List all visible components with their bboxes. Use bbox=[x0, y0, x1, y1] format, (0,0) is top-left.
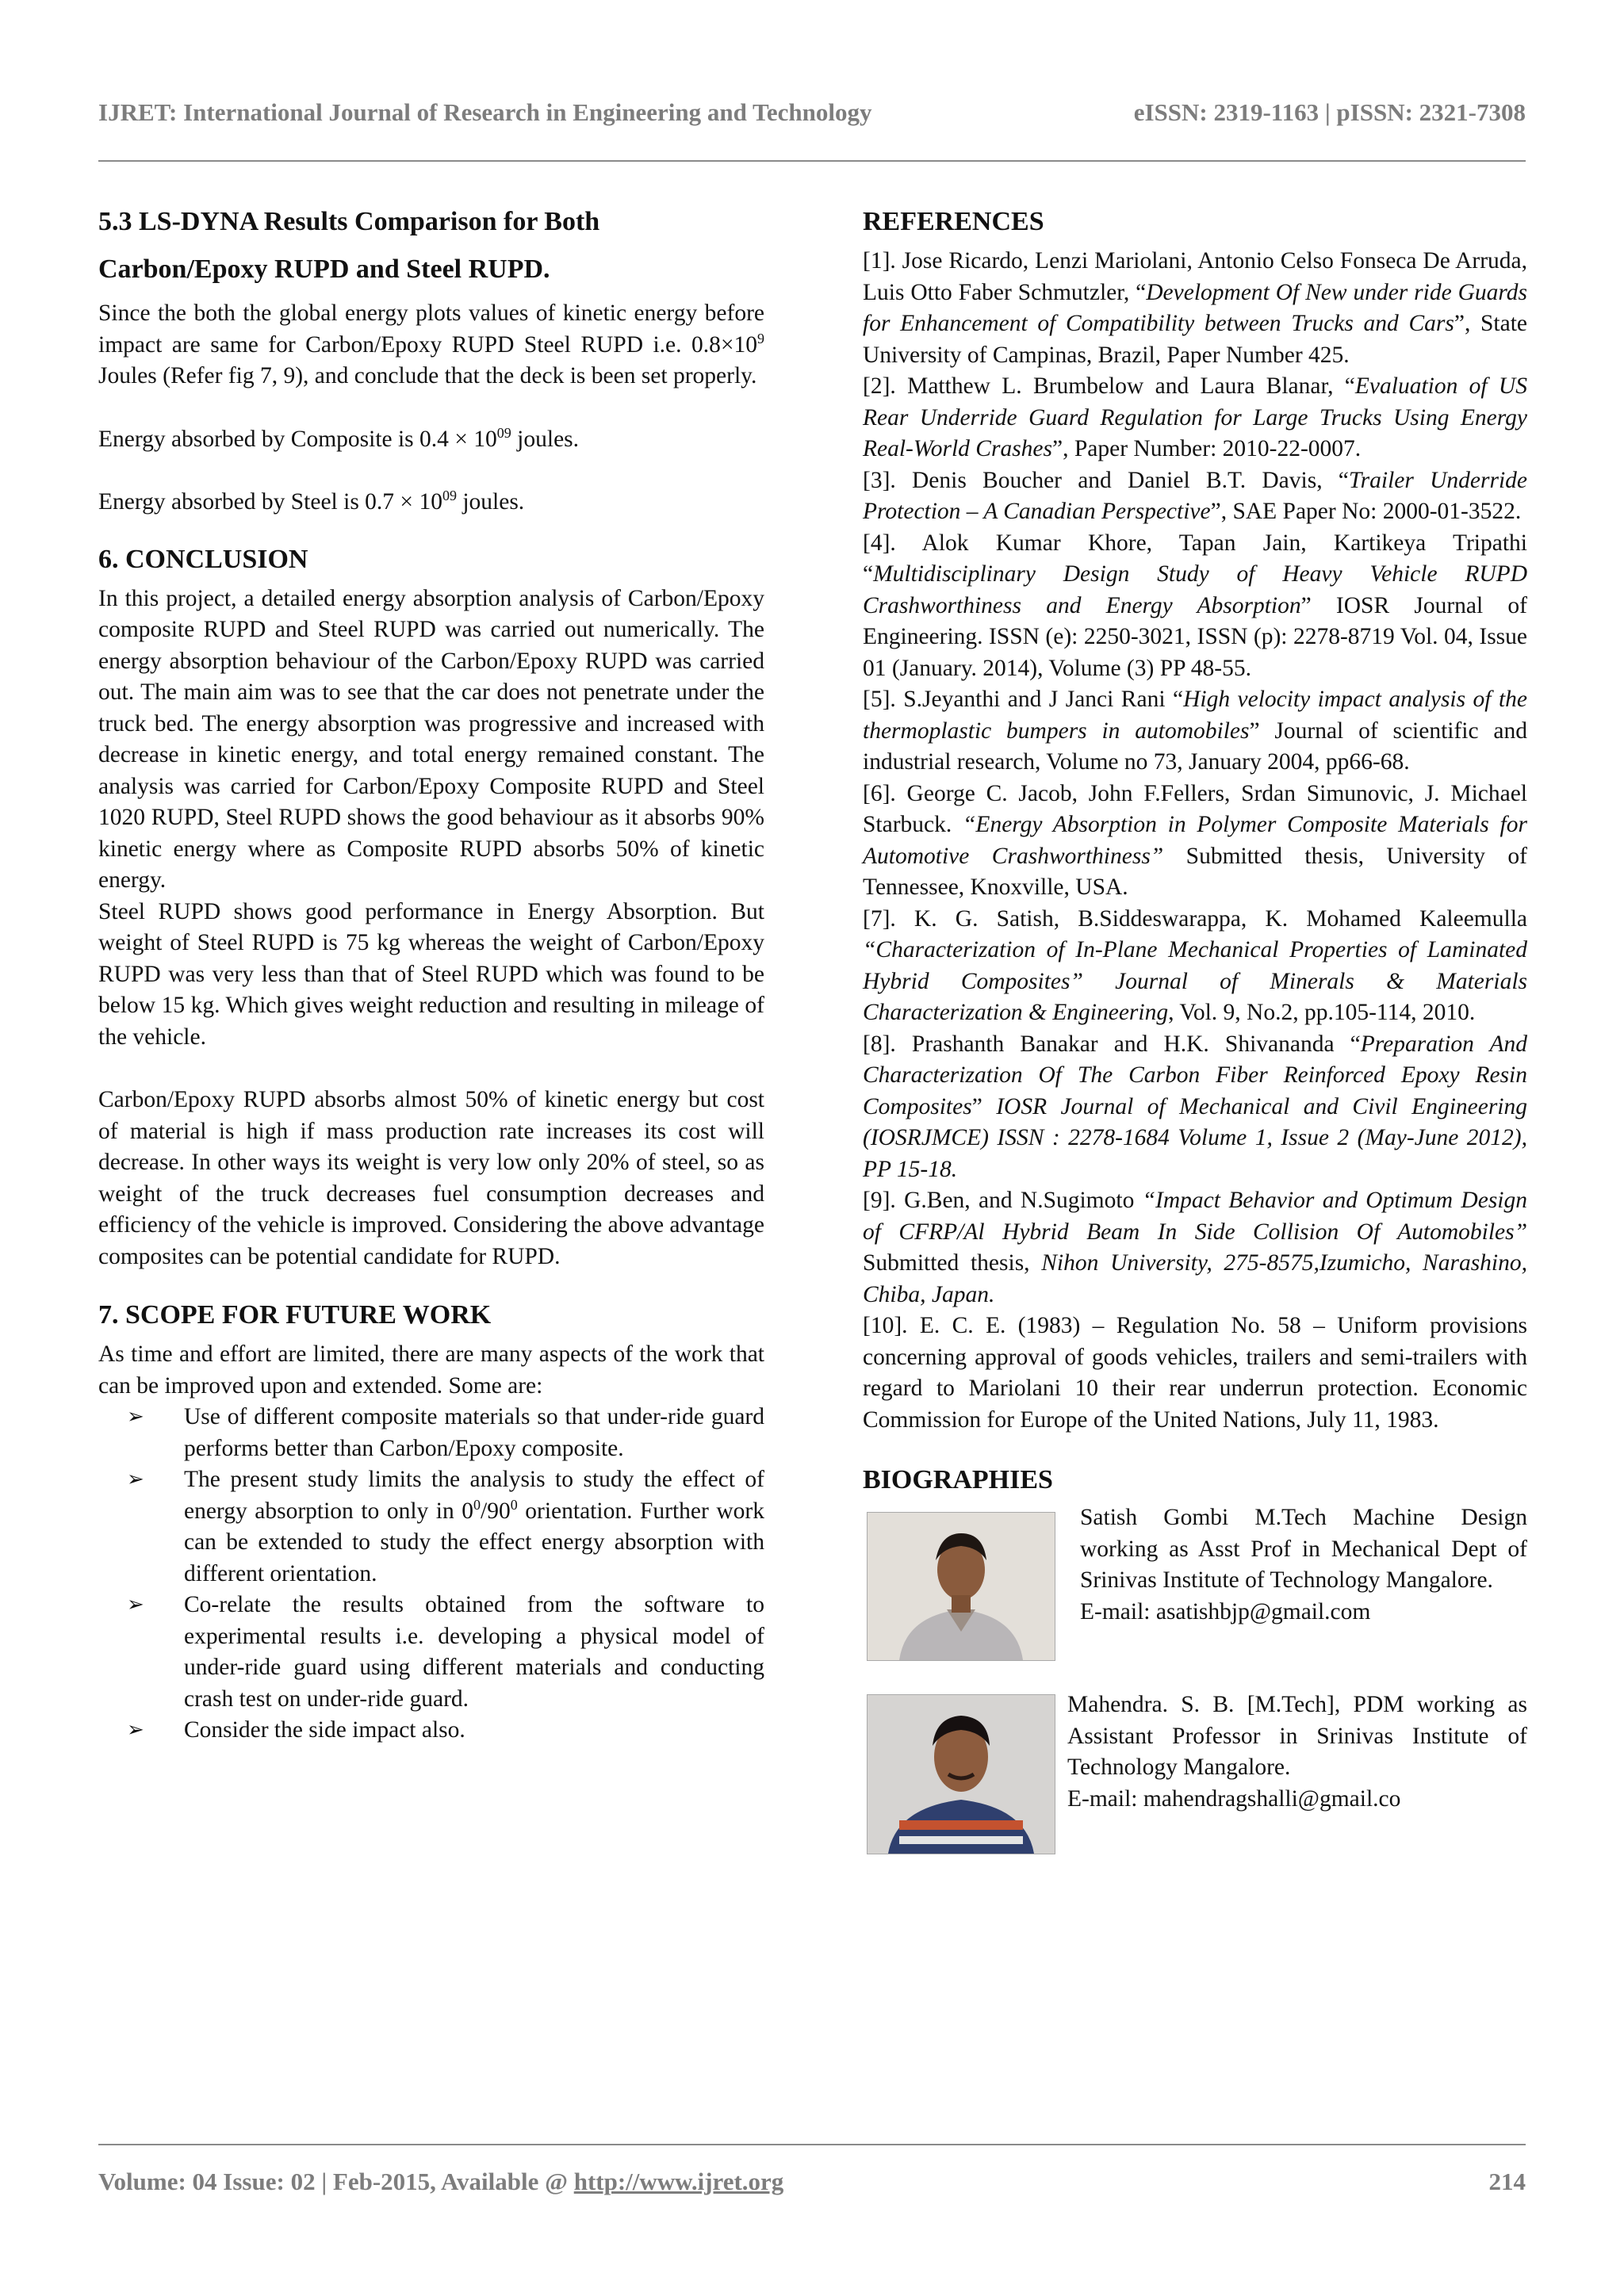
bullet-text: Consider the side impact also. bbox=[184, 1717, 465, 1743]
ref6-title: “Energy Absorption in Polymer Composite Materials for Automotive Crashworthiness” bbox=[863, 812, 1527, 869]
biography-1 bbox=[863, 1507, 1527, 1694]
list-item bbox=[98, 1715, 764, 1747]
journal-url-link[interactable]: http://www.ijret.org bbox=[573, 2168, 784, 2195]
footer-rule bbox=[98, 2144, 1526, 2145]
journal-title: IJRET: International Journal of Research in Engineering and Technology bbox=[98, 98, 872, 126]
ref6-authors: [6]. George C. Jacob, John F.Fellers, Srdan Simunovic, J. Michael Starbuck. bbox=[863, 780, 1527, 837]
ref9-affiliation: Nihon University, 275-8575,Izumicho, Narashino, Chiba, Japan. bbox=[863, 1250, 1528, 1307]
author-1-photo bbox=[867, 1512, 1055, 1661]
bullet-text-mid: /90 bbox=[481, 1498, 511, 1524]
s53-text-a: Since the both the global energy plots values of kinetic energy before impact are same for Carbon/Epoxy RUPD Steel RUPD i.e. 0.8×10 bbox=[98, 300, 764, 358]
steel-sup: 09 bbox=[442, 488, 457, 504]
author-2-photo bbox=[867, 1694, 1055, 1854]
footer-volume bbox=[98, 2168, 783, 2196]
author-photo-icon bbox=[868, 1695, 1055, 1854]
arrowhead-bullet-icon: ➢ bbox=[127, 1405, 144, 1429]
issn-info: eISSN: 2319-1163 | pISSN: 2321-7308 bbox=[1133, 98, 1526, 126]
energy-composite-line bbox=[98, 424, 764, 456]
footer-volume-text: Volume: 04 Issue: 02 | Feb-2015, Available @ bbox=[98, 2168, 574, 2195]
right-column bbox=[863, 198, 1527, 1885]
bullet-sup-1: 0 bbox=[473, 1496, 481, 1513]
s53-text-b: Joules (Refer fig 7, 9), and conclude that the deck is been set properly. bbox=[98, 363, 757, 388]
bullet-text: Use of different composite materials so that under-ride guard performs better than Carbon/Epoxy composite. bbox=[184, 1404, 764, 1461]
ref4-authors: [4]. Alok Kumar Khore, Tapan Jain, Kartikeya Tripathi “ bbox=[863, 530, 1527, 587]
biographies-title: BIOGRAPHIES bbox=[863, 1465, 1053, 1494]
steel-a: Energy absorbed by Steel is 0.7 × 10 bbox=[98, 489, 442, 515]
ref7-source: , Vol. 9, No.2, pp.105-114, 2010. bbox=[1168, 1000, 1476, 1025]
bullet-text-b: orientation. Further work can be extended to study the effect energy absorption with different orientation. bbox=[184, 1498, 764, 1586]
reference-3 bbox=[863, 465, 1527, 528]
arrowhead-bullet-icon: ➢ bbox=[127, 1718, 144, 1742]
reference-6 bbox=[863, 779, 1527, 904]
page-number: 214 bbox=[1488, 2168, 1526, 2195]
s53-sup: 9 bbox=[757, 330, 764, 346]
reference-5 bbox=[863, 684, 1527, 779]
list-item bbox=[98, 1402, 764, 1464]
left-column bbox=[98, 198, 764, 1747]
composite-b: joules. bbox=[511, 426, 580, 452]
composite-a: Energy absorbed by Composite is 0.4 × 10 bbox=[98, 426, 497, 452]
author-photo-icon bbox=[868, 1513, 1055, 1660]
reference-1 bbox=[863, 246, 1527, 371]
conclusion-para-1: In this project, a detailed energy absorption analysis of Carbon/Epoxy composite RUPD and Steel RUPD was carried out numerically. The energy absorption behaviour of the Carbon/Epoxy RUPD was carried out. The main aim was to see that the car does not penetrate under the truck bed. The energy absorption was progressive and increased with decrease in kinetic energy, and total energy remained constant. The analysis was carried for Carbon/Epoxy Composite RUPD and Steel 1020 RUPD, Steel RUPD shows the good behaviour as it absorbs 90% kinetic energy where as Composite RUPD absorbs 50% of kinetic energy. bbox=[98, 585, 764, 893]
ref5-title: High velocity impact analysis of the thermoplastic bumpers in automobiles bbox=[863, 687, 1527, 744]
running-header bbox=[98, 98, 1526, 136]
conclusion-para-2: Steel RUPD shows good performance in Energy Absorption. But weight of Steel RUPD is 75 kg whereas the weight of Carbon/Epoxy RUPD was very less than that of Steel RUPD which was found to be below 15 kg. Which gives weight reduction and resulting in mileage of the vehicle. bbox=[98, 898, 764, 1050]
section-5-3-title-line2: Carbon/Epoxy RUPD and Steel RUPD. bbox=[98, 254, 550, 284]
references-title: REFERENCES bbox=[863, 207, 1044, 236]
conclusion-title: 6. CONCLUSION bbox=[98, 544, 308, 574]
reference-7 bbox=[863, 904, 1527, 1029]
ref3-authors: [3]. Denis Boucher and Daniel B.T. Davis, “ bbox=[863, 467, 1349, 493]
ref2-title: Evaluation of US Rear Underride Guard Regulation for Large Trucks Using Energy Real-World Crashes bbox=[863, 373, 1527, 461]
ref9-authors: [9]. G.Ben, and N.Sugimoto bbox=[863, 1188, 1143, 1213]
reference-9 bbox=[863, 1185, 1527, 1311]
steel-b: joules. bbox=[456, 489, 525, 515]
ref3-title: Trailer Underride Protection – A Canadian Perspective bbox=[863, 467, 1528, 524]
reference-4 bbox=[863, 528, 1527, 685]
ref3-source: ”, SAE Paper No: 2000-01-3522. bbox=[1210, 499, 1522, 524]
list-item bbox=[98, 1590, 764, 1715]
section-5-3-title bbox=[98, 198, 764, 293]
section-5-3-paragraph bbox=[98, 298, 764, 392]
ref8-sep: ” bbox=[971, 1093, 997, 1119]
bio2-email: E-mail: mahendragshalli@gmail.co bbox=[1067, 1785, 1401, 1812]
ref5-source: ” Journal of scientific and industrial research, Volume no 73, January 2004, pp66-68. bbox=[863, 718, 1527, 775]
bio1-email: E-mail: asatishbjp@gmail.com bbox=[1080, 1598, 1371, 1624]
ref4-source: ” IOSR Journal of Engineering. ISSN (e): 2250-3021, ISSN (p): 2278-8719 Vol. 04, Issue 01 (January. 2014), Volume (3) PP 48-55. bbox=[863, 592, 1527, 681]
ref2-source: ”, Paper Number: 2010-22-0007. bbox=[1052, 436, 1362, 461]
ref6-source: Submitted thesis, University of Tennessee, Knoxville, USA. bbox=[863, 843, 1527, 900]
arrowhead-bullet-icon: ➢ bbox=[127, 1468, 144, 1491]
energy-steel-line bbox=[98, 487, 764, 519]
section-5-3-title-line1: 5.3 LS-DYNA Results Comparison for Both bbox=[98, 207, 600, 236]
bullet-text-a: The present study limits the analysis to study the effect of energy absorption to only in 0 bbox=[184, 1467, 764, 1524]
ref8-title: Preparation And Characterization Of The Carbon Fiber Reinforced Epoxy Resin Composites bbox=[863, 1031, 1528, 1119]
reference-2 bbox=[863, 371, 1527, 465]
bullet-text: Co-relate the results obtained from the software to experimental results i.e. developing a physical model of under-ride guard using different materials and conducting crash test on under-ride guard. bbox=[184, 1592, 764, 1712]
bullet-sup-2: 0 bbox=[510, 1496, 518, 1513]
ref1-source: ”, State University of Campinas, Brazil, Paper Number 425. bbox=[863, 311, 1527, 368]
biography-1-text bbox=[1080, 1502, 1527, 1628]
bio2-description: Mahendra. S. B. [M.Tech], PDM working as Assistant Professor in Srinivas Institute of Technology Mangalore. bbox=[1067, 1692, 1527, 1780]
ref1-title: Development Of New under ride Guards for Enhancement of Compatibility between Trucks and Cars bbox=[863, 279, 1527, 336]
ref7-title: “Characterization of In-Plane Mechanical Properties of Laminated Hybrid Composites” Journal of Minerals & Materials Characterization & Engineering bbox=[863, 937, 1527, 1025]
conclusion-para-3: Carbon/Epoxy RUPD absorbs almost 50% of kinetic energy but cost of material is high if mass production rate increases its cost will decrease. In other ways its weight is very low only 20% of steel, so as weight of the truck decreases fuel consumption decreases and efficiency of the vehicle is improved. Considering the above advantage composites can be potential candidate for RUPD. bbox=[98, 1087, 764, 1269]
future-work-title: 7. SCOPE FOR FUTURE WORK bbox=[98, 1300, 492, 1330]
ref5-authors: [5]. S.Jeyanthi and J Janci Rani “ bbox=[863, 687, 1184, 712]
reference-8 bbox=[863, 1029, 1527, 1186]
ref9-title: “Impact Behavior and Optimum Design of CFRP/Al Hybrid Beam In Side Collision Of Automobiles” bbox=[863, 1188, 1527, 1245]
bio1-description: Satish Gombi M.Tech Machine Design working as Asst Prof in Mechanical Dept of Srinivas Institute of Technology Mangalore. bbox=[1080, 1505, 1527, 1593]
future-work-list bbox=[98, 1402, 764, 1747]
ref1-authors: [1]. Jose Ricardo, Lenzi Mariolani, Antonio Celso Fonseca De Arruda, Luis Otto Faber Schmutzler, “ bbox=[863, 248, 1527, 305]
future-work-intro: As time and effort are limited, there are many aspects of the work that can be improved upon and extended. Some are: bbox=[98, 1341, 764, 1399]
ref4-title: Multidisciplinary Design Study of Heavy Vehicle RUPD Crashworthiness and Energy Absorption bbox=[863, 561, 1527, 618]
ref2-authors: [2]. Matthew L. Brumbelow and Laura Blanar, “ bbox=[863, 373, 1355, 399]
composite-sup: 09 bbox=[496, 424, 511, 441]
arrowhead-bullet-icon: ➢ bbox=[127, 1593, 144, 1617]
ref9-source: Submitted thesis, bbox=[863, 1250, 1042, 1276]
ref7-authors: [7]. K. G. Satish, B.Siddeswarappa, K. Mohamed Kaleemulla bbox=[863, 905, 1527, 932]
biography-2-text bbox=[1067, 1689, 1527, 1815]
biography-2 bbox=[863, 1694, 1527, 1885]
ref8-journal: IOSR Journal of Mechanical and Civil Engineering (IOSRJMCE) ISSN : 2278-1684 Volume 1, Issue 2 (May-June 2012), PP 15-18. bbox=[863, 1093, 1528, 1182]
ref8-authors: [8]. Prashanth Banakar and H.K. Shivananda “ bbox=[863, 1031, 1361, 1057]
reference-10: [10]. E. C. E. (1983) – Regulation No. 58 – Uniform provisions concerning approval of goods vehicles, trailers and semi-trailers with regard to Mariolani 10 their rear underrun protection. Economic Commission for Europe of the United Nations, July 11, 1983. bbox=[863, 1313, 1527, 1433]
list-item bbox=[98, 1464, 764, 1590]
header-rule bbox=[98, 160, 1526, 162]
